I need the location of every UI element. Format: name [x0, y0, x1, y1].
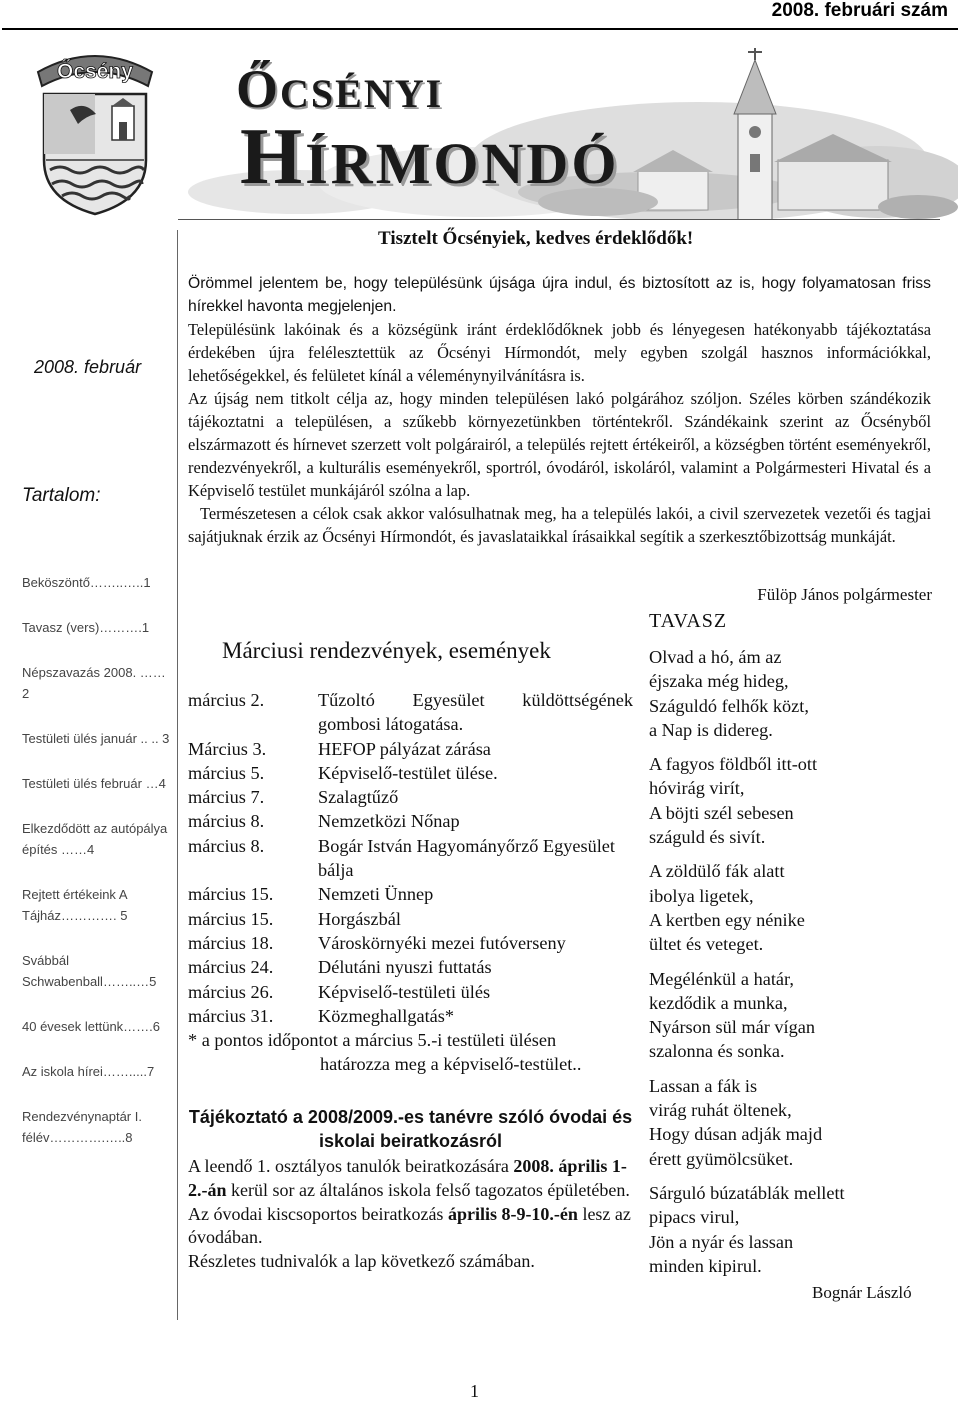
poem-stanza [649, 1074, 939, 1171]
event-date: március 26. [188, 981, 274, 1002]
toc-item[interactable]: Beköszöntő……..…..1 [22, 575, 151, 590]
enrollment-text: A leendő 1. osztályos tanulók beiratkozására [188, 1156, 514, 1176]
enrollment-text: kerül sor az általános iskola felső tagozatos épületében. [226, 1179, 630, 1200]
masthead-title-line1 [236, 58, 443, 120]
poem-line: Száguldó felhők közt, [649, 695, 809, 716]
event-name: Délutáni nyuszi futtatás [318, 957, 492, 978]
event-row [188, 834, 633, 883]
event-row [188, 931, 633, 955]
enrollment-body [188, 1155, 633, 1274]
title-line1-initial: Ő [236, 59, 281, 119]
letter-greeting: Tisztelt Őcsényiek, kedves érdeklődők! [378, 228, 694, 249]
title-line2-rest: ÍRMONDÓ [305, 131, 620, 196]
poem-stanza [649, 859, 939, 956]
event-date: március 24. [188, 957, 274, 978]
poem-line: száguld és sivít. [649, 827, 766, 848]
event-date: március 15. [188, 908, 274, 929]
events-title: Márciusi rendezvények, események [222, 638, 551, 663]
event-row [188, 955, 633, 979]
events-footnote: * a pontos időpontot a március 5.-i testületi ülésen [188, 1030, 557, 1051]
poem-line: virág ruhát öltenek, [649, 1100, 792, 1121]
poem-line: Megélénkül a határ, [649, 968, 794, 989]
poem-line: Lassan a fák is [649, 1075, 758, 1096]
poem-title: TAVASZ [649, 610, 728, 632]
letter-body [188, 272, 931, 548]
poem-line: kezdődik a munka, [649, 992, 788, 1013]
letter-paragraph: Természetesen a célok csak akkor valósulhatnak meg, ha a település lakói, a civil szervezetek vezetői és tagjai sajátjuknak érzik az Őcsényi Hírmondót, és javaslataikkal írásaikkal segítik a szerkesztőbizottság munkáját. [188, 504, 931, 546]
events-list [188, 688, 633, 1077]
toc-item[interactable]: Svábbál Schwabenball……..…5 [22, 953, 157, 989]
event-name: Szalagtűző [318, 787, 399, 808]
letter-paragraph: Az újság nem titkolt célja az, hogy minden településen lakó polgárához szóljon. Széles körben szándékozik tájékoztatni a településen, a szűkebb környezetünkben történtekről. Szándékaink szerint az Őcsényből elszármazott és hírnevet szerzett volt polgárairól, a település rejtett értékeiről, a községben történt eseményekről, rendezvényekről, a kulturális eseményekről, sportról, óvodáról, iskoláról, valamint a Polgármesteri Hivatal és a Képviselő testület munkájáról szólna a lap. [188, 389, 931, 500]
poem-line: pipacs virul, [649, 1207, 740, 1228]
poem-line: érett gyümölcsüket. [649, 1148, 794, 1169]
event-name: HEFOP pályázat zárása [318, 738, 491, 759]
event-name: Nemzeti Ünnep [318, 884, 434, 905]
toc-item[interactable]: Tavasz (vers)……….1 [22, 620, 150, 635]
event-name: Képviselő-testület ülése. [318, 762, 498, 783]
enrollment-date: április 8-9-10.-én [447, 1203, 578, 1224]
poem-line: A zöldülő fák alatt [649, 861, 785, 882]
event-name: Bogár István Hagyományőrző Egyesület bálja [318, 835, 615, 881]
event-date: március 31. [188, 1005, 274, 1026]
poem-line: minden kipirul. [649, 1255, 762, 1276]
event-row [188, 907, 633, 931]
event-date: március 15. [188, 884, 274, 905]
poem-line: Olvad a hó, ám az [649, 647, 782, 667]
event-name: Városkörnyéki mezei futóverseny [318, 932, 566, 953]
poem-line: Jön a nyár és lassan [649, 1231, 794, 1252]
event-date: március 8. [188, 835, 265, 856]
poem-stanza [649, 752, 939, 849]
poem-line: Hogy dúsan adják majd [649, 1124, 823, 1145]
issue-date: 2008. február [34, 357, 142, 377]
event-date: március 18. [188, 932, 274, 953]
poem-line: szalonna és sonka. [649, 1041, 785, 1062]
event-row [188, 1004, 633, 1028]
edition-label: 2008. februári szám [771, 0, 948, 21]
poem-body [649, 645, 939, 1288]
poem-line: Sárguló búzatáblák mellett [649, 1182, 845, 1203]
poem-stanza [649, 967, 939, 1064]
event-row [188, 882, 633, 906]
event-name: Horgászbál [318, 908, 401, 929]
event-name: Tűzoltó Egyesület küldöttségének gombosi látogatása. [318, 690, 633, 735]
letter-signature: Fülöp János polgármester [757, 585, 932, 604]
toc-item[interactable]: Elkezdődött az autópálya építés ……4 [22, 821, 168, 857]
poem-line: hóvirág virít, [649, 778, 745, 799]
letter-paragraph: Településünk lakóinak és a községünk iránt érdeklődőknek jobb és lényegesen hatékonyabb tájékoztatása érdekében újra felélesztettük az Őcsényi Hírmondót, mely egyben szolgál hasznos információkkal, lehetőségekkel, és felületet kínál a véleménynyilvánításra is. [188, 320, 931, 385]
poem-line: ültet és veteget. [649, 934, 764, 955]
page-number: 1 [470, 1381, 479, 1401]
toc-item[interactable]: Rejtett értékeink A Tájház…………. 5 [22, 887, 128, 923]
coat-of-arms [30, 42, 160, 217]
toc-item[interactable]: Testületi ülés február …4 [22, 776, 166, 791]
poem-line: Nyárson sül már vígan [649, 1017, 816, 1038]
poem-stanza [649, 645, 939, 742]
event-row [188, 688, 633, 737]
event-row [188, 761, 633, 785]
enrollment-title: Tájékoztató a 2008/2009.-es tanévre szóló óvodai és iskolai beiratkozásról [188, 1107, 633, 1151]
title-line2-initial: H [240, 113, 306, 201]
event-date: március 5. [188, 762, 265, 783]
event-name: Képviselő-testületi ülés [318, 981, 491, 1002]
enrollment-date: 2008. április 1-2.-án [188, 1156, 627, 1200]
sidebar-divider [177, 230, 178, 1320]
toc-item[interactable]: Népszavazás 2008. ……2 [22, 665, 166, 701]
table-of-contents [22, 572, 172, 1172]
event-row [188, 809, 633, 833]
poem-line: A böjti szél sebesen [649, 802, 794, 823]
enrollment-text: Az óvodai kiscsoportos beiratkozás [188, 1203, 448, 1224]
title-line1-rest: CSÉNYI [280, 71, 444, 116]
event-date: március 2. [188, 690, 265, 710]
crest-banner-text: Őcsény [57, 60, 133, 83]
toc-item[interactable]: Az iskola hírei…….....7 [22, 1064, 155, 1079]
enrollment-text: lesz az óvodában. [188, 1203, 631, 1248]
masthead-title-line2 [240, 112, 619, 203]
enrollment-paragraph [188, 1155, 633, 1203]
toc-item[interactable]: Testületi ülés január .. .. 3 [22, 731, 170, 746]
event-date: Március 3. [188, 738, 267, 759]
top-divider [2, 28, 958, 30]
event-row [188, 785, 633, 809]
toc-title: Tartalom: [22, 485, 101, 506]
event-date: március 8. [188, 811, 265, 832]
masthead-divider [178, 219, 940, 220]
event-name: Nemzetközi Nőnap [318, 811, 460, 832]
enrollment-paragraph: Részletes tudnivalók a lap következő számában. [188, 1251, 535, 1272]
toc-item[interactable]: Rendezvénynaptár I. félév………….…..8 [22, 1109, 142, 1145]
enrollment-paragraph [188, 1203, 633, 1251]
event-date: március 7. [188, 787, 265, 808]
poem-stanza [649, 1181, 939, 1278]
toc-item[interactable]: 40 évesek lettünk…….6 [22, 1019, 161, 1034]
poem-line: A fagyos földből itt-ott [649, 754, 818, 775]
poem-line: A kertben egy nénike [649, 909, 805, 930]
letter-paragraph: Örömmel jelentem be, hogy településünk újsága újra indul, és biztosított az is, hogy folyamatosan friss hírekkel havonta megjelenjen. [188, 275, 931, 315]
event-row [188, 737, 633, 761]
event-name: Közmeghallgatás* [318, 1005, 455, 1026]
poem-line: a Nap is didereg. [649, 719, 773, 740]
poem-line: ibolya ligetek, [649, 885, 754, 906]
event-row [188, 980, 633, 1004]
events-footnote-cont: határozza meg a képviselő-testület.. [320, 1054, 582, 1075]
poem-line: éjszaka még hideg, [649, 671, 789, 692]
poem-author: Bognár László [812, 1283, 912, 1302]
